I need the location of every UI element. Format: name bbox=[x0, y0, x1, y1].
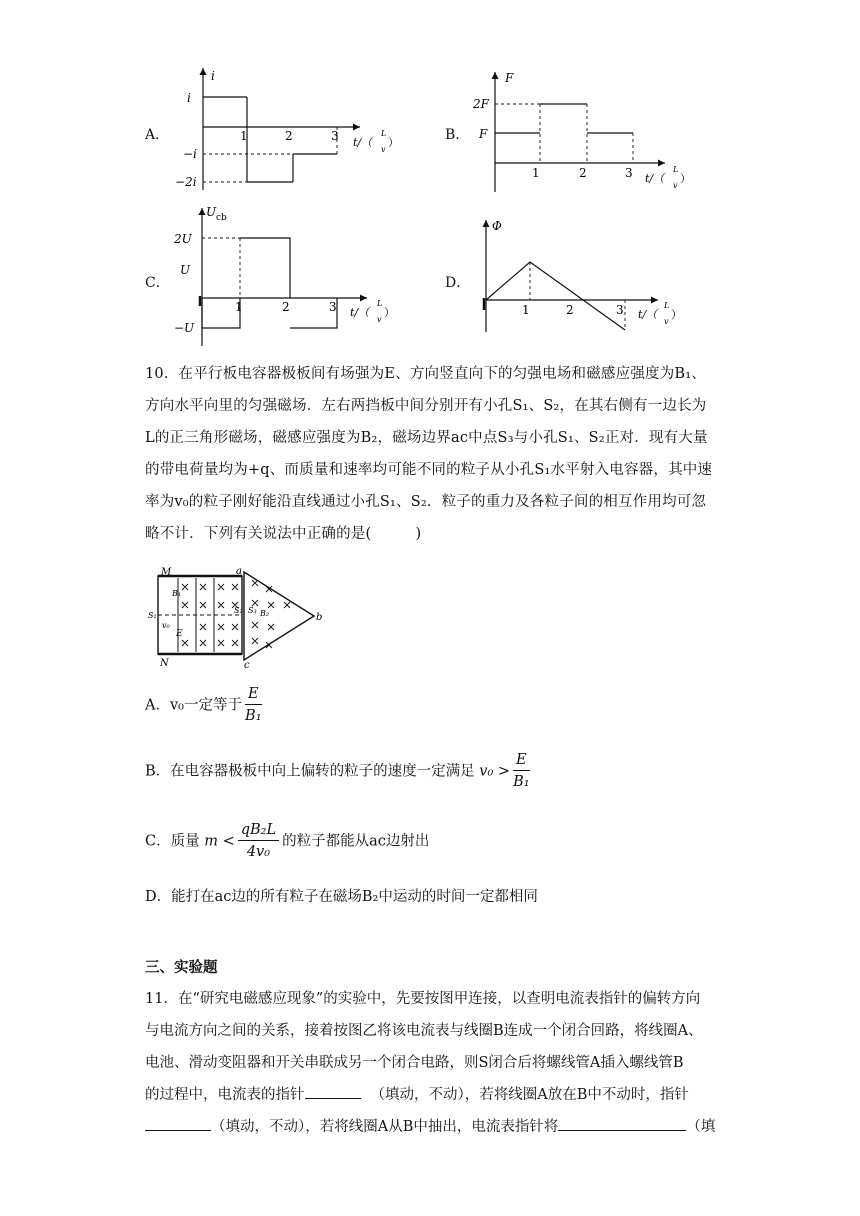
graph-b-force bbox=[475, 66, 695, 196]
y-tick: −i bbox=[183, 147, 197, 161]
q11-text: （填动，不动），若将线圈A从B中抽出，电流表指针将 bbox=[211, 1119, 559, 1135]
x-unit: t/（ bbox=[353, 136, 373, 149]
y-tick: U bbox=[180, 263, 191, 277]
y-tick: 2U bbox=[174, 232, 192, 246]
x-tick: 2 bbox=[579, 166, 587, 180]
q11-text: （填动，不动），若将线圈A放在B中不动时，指针 bbox=[370, 1087, 689, 1103]
q11-text: （填 bbox=[686, 1119, 716, 1135]
option-a-letter: A． bbox=[145, 127, 170, 143]
fraction-denominator: 4v₀ bbox=[246, 844, 271, 860]
y-label: i bbox=[211, 69, 215, 83]
x-unit-close: ） bbox=[671, 308, 682, 321]
x-unit-num: L bbox=[377, 299, 383, 308]
y-label-sub: cb bbox=[216, 213, 227, 223]
q10-option-d: D．能打在ac边的所有粒子在磁场B₂中运动的时间一定都相同 bbox=[145, 889, 538, 905]
y-tick: 2F bbox=[473, 97, 489, 111]
x-unit: t/（ bbox=[645, 172, 665, 185]
y-label: F bbox=[505, 71, 514, 85]
fraction-numerator: E bbox=[513, 750, 530, 771]
fraction-denominator: B₁ bbox=[245, 708, 262, 724]
option-c-suffix: 的粒子都能从ac边射出 bbox=[282, 833, 430, 850]
graph-a-current bbox=[175, 62, 400, 197]
answer-blank-3[interactable] bbox=[558, 1116, 686, 1131]
x-unit-close: ） bbox=[680, 172, 691, 185]
option-b-letter: B． bbox=[445, 127, 470, 143]
label-n: N bbox=[160, 658, 169, 669]
option-c-text: C．质量 bbox=[145, 833, 200, 850]
q11-line-4 bbox=[145, 1083, 689, 1104]
option-c-letter: C． bbox=[145, 275, 170, 291]
label-s2: S₂ bbox=[234, 606, 243, 615]
relation: v₀ > bbox=[479, 763, 511, 780]
q11-line-5 bbox=[145, 1115, 715, 1136]
x-unit-num: L bbox=[664, 301, 670, 310]
label-e: E bbox=[176, 629, 183, 639]
x-unit-den: v bbox=[664, 317, 669, 326]
x-tick: 1 bbox=[532, 166, 540, 180]
x-unit-num: L bbox=[381, 129, 387, 138]
x-unit-den: v bbox=[673, 181, 678, 190]
fraction bbox=[238, 820, 279, 863]
q11-line-3: 电池、滑动变阻器和开关串联成另一个闭合电路，则S闭合后将螺线管A插入螺线管B bbox=[145, 1055, 684, 1071]
y-tick: −2i bbox=[175, 175, 197, 189]
x-unit-den: v bbox=[381, 145, 386, 154]
q10-option-b bbox=[145, 750, 533, 793]
label-b2: B₂ bbox=[260, 609, 270, 618]
label-s1: S₁ bbox=[148, 611, 157, 620]
y-tick: i bbox=[187, 91, 191, 105]
x-tick: 1 bbox=[522, 303, 530, 317]
label-m: M bbox=[161, 567, 172, 578]
answer-blank-2[interactable] bbox=[145, 1116, 211, 1131]
x-unit-den: v bbox=[377, 315, 382, 324]
x-tick: 3 bbox=[616, 303, 624, 317]
fraction bbox=[245, 684, 262, 727]
x-tick: 2 bbox=[285, 129, 293, 143]
x-tick: 3 bbox=[331, 129, 339, 143]
x-tick: 3 bbox=[329, 300, 337, 314]
label-v0: v₀ bbox=[162, 621, 170, 630]
q11-line-1: 11．在“研究电磁感应现象”的实验中，先要按图甲连接，以查明电流表指针的偏转方向 bbox=[145, 991, 701, 1007]
x-unit: t/（ bbox=[350, 306, 370, 319]
x-unit: t/（ bbox=[638, 308, 658, 321]
answer-blank-1[interactable] bbox=[305, 1084, 361, 1099]
q11-text: 的过程中，电流表的指针 bbox=[145, 1087, 305, 1103]
graph-c-voltage bbox=[172, 200, 397, 348]
x-unit-close: ） bbox=[388, 136, 399, 149]
label-b1: B₁ bbox=[172, 589, 182, 598]
label-s3: S₃ bbox=[248, 606, 257, 615]
x-unit-num: L bbox=[673, 165, 679, 174]
option-b-text: B．在电容器极板中向上偏转的粒子的速度一定满足 bbox=[145, 763, 475, 780]
y-label: U bbox=[206, 205, 217, 219]
fraction-numerator: qB₂L bbox=[238, 820, 279, 841]
fraction-numerator: E bbox=[245, 684, 262, 705]
y-label: Φ bbox=[492, 219, 502, 233]
y-tick: F bbox=[479, 127, 488, 141]
label-c: c bbox=[244, 660, 250, 671]
relation: m < bbox=[204, 833, 235, 850]
capacitor-field-figure bbox=[148, 566, 328, 671]
x-tick: 2 bbox=[282, 300, 290, 314]
fraction bbox=[513, 750, 530, 793]
fraction-denominator: B₁ bbox=[513, 774, 530, 790]
x-unit-close: ） bbox=[384, 306, 395, 319]
section-title: 三、实验题 bbox=[145, 959, 218, 976]
q10-option-a bbox=[145, 684, 265, 727]
option-a-text: A．v₀一定等于 bbox=[145, 697, 242, 714]
x-tick: 1 bbox=[240, 129, 248, 143]
label-a: a bbox=[236, 566, 242, 577]
y-tick: −U bbox=[174, 321, 195, 335]
option-d-letter: D． bbox=[445, 275, 471, 291]
q10-option-c bbox=[145, 820, 429, 863]
x-tick: 3 bbox=[625, 166, 633, 180]
question-10-stem: 10．在平行板电容器极板间有场强为E、方向竖直向下的匀强电场和磁感应强度为B₁、方向水平向里的匀强磁场．左右两挡板中间分别开有小孔S₁、S₂，在其右侧有一边长为L的正三角形磁场，磁感应强度为B₂，磁场边界ac中点S₃与小孔S₁、S₂正对．现有大量的带电荷量均为+q、而质量和速率均可能不同的粒子从小孔S₁水平射入电容器，其中速率为v₀的粒子刚好能沿直线通过小孔S₁、S₂．粒子的重力及各粒子间的相互作用均可忽略不计．下列有关说法中正确的是( ) bbox=[145, 366, 713, 542]
graph-d-flux bbox=[470, 214, 685, 334]
x-tick: 2 bbox=[566, 303, 574, 317]
label-b: b bbox=[316, 612, 323, 623]
x-tick: 1 bbox=[235, 300, 243, 314]
q11-line-2: 与电流方向之间的关系，接着按图乙将该电流表与线圈B连成一个闭合回路，将线圈A、 bbox=[145, 1023, 703, 1039]
